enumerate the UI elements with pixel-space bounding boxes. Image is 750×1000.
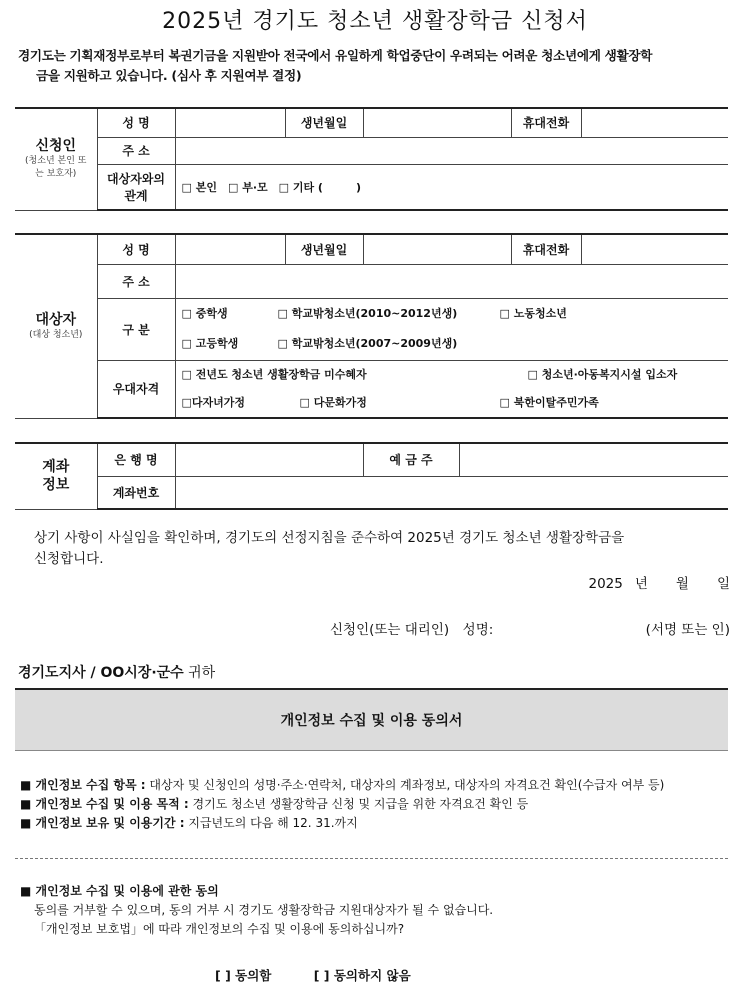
- cat-labor-checkbox[interactable]: □ 노동청소년: [499, 307, 567, 320]
- bank-label: 은 행 명: [97, 443, 175, 476]
- form-title: 2025년 경기도 청소년 생활장학금 신청서: [162, 9, 588, 34]
- divider: [15, 750, 728, 751]
- holder-field[interactable]: [459, 443, 728, 476]
- signer-label: 신청인(또는 대리인) 성명:: [330, 622, 494, 638]
- agree-section: [20, 882, 493, 939]
- applicant-birth-field[interactable]: [363, 108, 511, 137]
- target-category-label: 구 분: [97, 298, 175, 360]
- disagree-checkbox[interactable]: [ ] 동의하지 않음: [313, 968, 411, 983]
- target-address-label: 주 소: [97, 264, 175, 298]
- target-table: [15, 233, 728, 419]
- account-number-field[interactable]: [175, 476, 728, 509]
- applicant-name-label: 성 명: [97, 108, 175, 137]
- consent-item: ■ 개인정보 수집 항목 : 대상자 및 신청인의 성명·주소·연락처, 대상자의 계좌정보, 대상자의 자격요건 확인(수급자 여부 등): [20, 778, 665, 792]
- consent-items: [20, 776, 664, 833]
- consent-title: 개인정보 수집 및 이용 동의서: [15, 688, 728, 750]
- consent-item: ■ 개인정보 수집 및 이용 목적 : 경기도 청소년 생활장학금 신청 및 지급을 위한 자격요건 확인 등: [20, 797, 529, 811]
- applicant-phone-label: 휴대전화: [511, 108, 581, 137]
- date-year: 2025: [588, 576, 623, 592]
- account-number-label: 계좌번호: [97, 476, 175, 509]
- cat-outschool2-checkbox[interactable]: □ 학교밖청소년(2007~2009년생): [277, 337, 458, 350]
- target-section: 대상자 (대상 청소년): [15, 234, 97, 418]
- recipient-tail: 귀하: [183, 665, 216, 681]
- agree-head: ■ 개인정보 수집 및 이용에 관한 동의: [20, 884, 219, 898]
- sign-note: (서명 또는 인): [645, 622, 730, 638]
- applicant-relation-label: 대상자와의 관계: [97, 164, 175, 210]
- applicant-phone-field[interactable]: [581, 108, 728, 137]
- target-birth-label: 생년월일: [285, 234, 363, 264]
- date-month-unit: 월: [675, 576, 689, 592]
- applicant-table: [15, 107, 728, 211]
- recipient-bold: 경기도지사 / OO시장·군수: [18, 665, 184, 681]
- agree-checkbox[interactable]: [ ] 동의함: [215, 968, 272, 983]
- intro-line2: 금을 지원하고 있습니다. (심사 후 지원여부 결정): [36, 68, 302, 83]
- target-phone-field[interactable]: [581, 234, 728, 264]
- target-category-options[interactable]: [175, 298, 728, 360]
- agree-line2: 「개인정보 보호법」에 따라 개인정보의 수집 및 이용에 동의하십니까?: [34, 922, 405, 936]
- applicant-address-field[interactable]: [175, 137, 728, 164]
- cat-middle-checkbox[interactable]: □ 중학생: [181, 307, 228, 320]
- target-phone-label: 휴대전화: [511, 234, 581, 264]
- applicant-address-label: 주 소: [97, 137, 175, 164]
- pri-multicultural-checkbox[interactable]: □ 다문화가정: [299, 395, 367, 409]
- date-line: [577, 572, 731, 592]
- date-year-unit: 년: [634, 576, 648, 592]
- target-address-field[interactable]: [175, 264, 728, 298]
- pri-welfare-checkbox[interactable]: □ 청소년·아동복지시설 입소자: [527, 367, 678, 381]
- target-priority-options[interactable]: [175, 360, 728, 418]
- declaration-text: 상기 사항이 사실임을 확인하며, 경기도의 선정지침을 준수하여 2025년 경기도 청소년 생활장학금을 신청합니다.: [34, 530, 625, 567]
- account-table: [15, 442, 728, 510]
- target-priority-label: 우대자격: [97, 360, 175, 418]
- pri-prev-checkbox[interactable]: □ 전년도 청소년 생활장학금 미수혜자: [181, 367, 367, 381]
- bank-field[interactable]: [175, 443, 363, 476]
- holder-label: 예 금 주: [363, 443, 459, 476]
- target-name-label: 성 명: [97, 234, 175, 264]
- dotted-divider: [15, 858, 728, 859]
- account-section: 계좌 정보: [15, 443, 97, 509]
- cat-outschool1-checkbox[interactable]: □ 학교밖청소년(2010~2012년생): [277, 307, 458, 320]
- pri-defector-checkbox[interactable]: □ 북한이탈주민가족: [499, 395, 599, 409]
- applicant-name-field[interactable]: [175, 108, 285, 137]
- date-day-unit: 일: [716, 576, 730, 592]
- pri-multichild-checkbox[interactable]: □다자녀가정: [181, 395, 246, 409]
- cat-high-checkbox[interactable]: □ 고등학생: [181, 337, 239, 350]
- agree-line1: 동의를 거부할 수 있으며, 동의 거부 시 경기도 생활장학금 지원대상자가 될 수 없습니다.: [34, 903, 494, 917]
- consent-item: ■ 개인정보 보유 및 이용기간 : 지급년도의 다음 해 12. 31.까지: [20, 816, 358, 830]
- intro-line1: 경기도는 기획재정부로부터 복권기금을 지원받아 전국에서 유일하게 학업중단이 우려되는 어려운 청소년에게 생활장학: [18, 48, 653, 63]
- target-birth-field[interactable]: [363, 234, 511, 264]
- target-name-field[interactable]: [175, 234, 285, 264]
- applicant-birth-label: 생년월일: [285, 108, 363, 137]
- recipient: [18, 662, 215, 682]
- consent-choices: [215, 966, 449, 984]
- applicant-relation-options[interactable]: □ 본인 □ 부·모 □ 기타 ( ): [175, 164, 728, 210]
- intro-text: [18, 46, 733, 86]
- applicant-section: 신청인 (청소년 본인 또는 보호자): [15, 108, 97, 210]
